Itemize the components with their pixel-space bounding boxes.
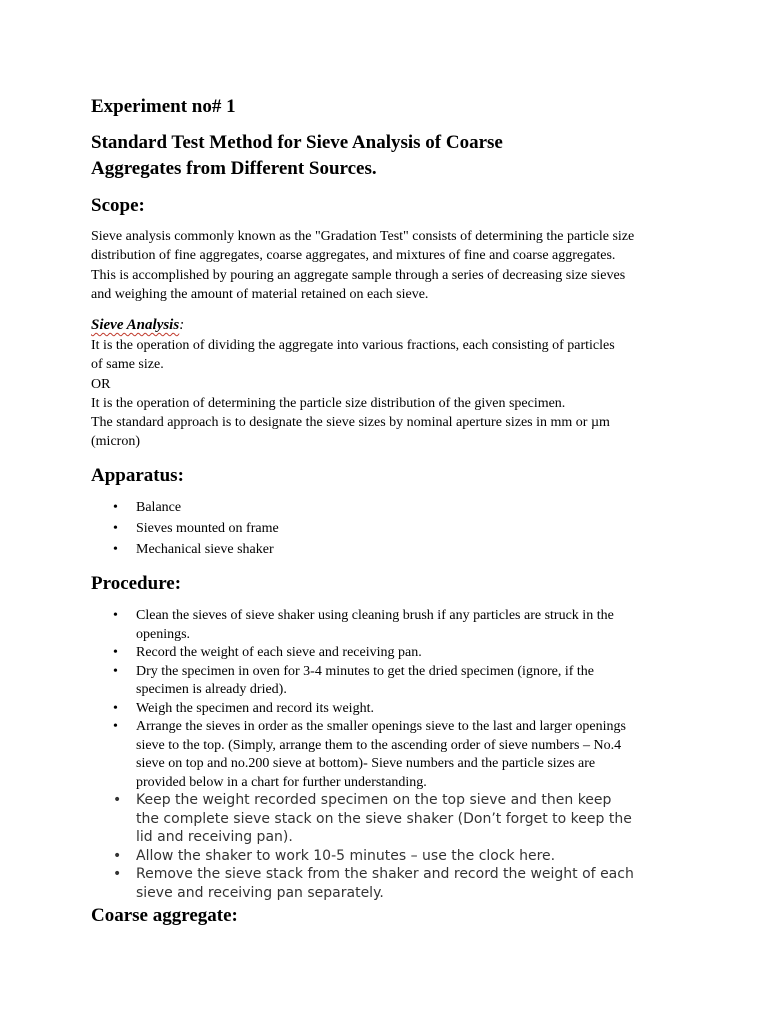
list-item: • Dry the specimen in oven for 3-4 minutes to get the dried specimen (ignore, if the specimen is already dried). xyxy=(113,663,626,700)
scope-line: This is accomplished by pouring an aggregate sample through a series of decreasing size sieves xyxy=(91,267,626,283)
list-item: • Balance xyxy=(113,499,279,518)
list-item: • Mechanical sieve shaker xyxy=(113,541,279,560)
sieve-analysis-colon: : xyxy=(179,317,185,333)
scope-heading: Scope: xyxy=(91,195,145,216)
procedure-heading: Procedure: xyxy=(91,573,182,594)
list-item: • Arrange the sieves in order as the smaller openings sieve to the last and larger openings sieve to the top. (Simply, arrange them to the ascending order of sieve numbers – No.4 sieve on top and no.200 sieve at bottom)- Sieve numbers and the particle sizes are provided below in a chart for further understanding. xyxy=(113,718,626,792)
title-line-1: Standard Test Method for Sieve Analysis of Coarse xyxy=(91,132,503,153)
title-line-2: Aggregates from Different Sources. xyxy=(91,158,377,179)
apparatus-heading: Apparatus: xyxy=(91,465,184,486)
sieve-analysis-line: It is the operation of determining the particle size distribution of the given specimen. xyxy=(91,395,566,411)
procedure-list-continued xyxy=(113,791,634,902)
list-item: • Weigh the specimen and record its weight. xyxy=(113,700,626,719)
sieve-analysis-line: The standard approach is to designate the sieve sizes by nominal aperture sizes in mm or µm xyxy=(91,415,610,431)
list-item: • Sieves mounted on frame xyxy=(113,520,279,539)
scope-line: Sieve analysis commonly known as the "Gradation Test" consists of determining the particle size xyxy=(91,229,635,244)
scope-paragraph xyxy=(91,227,681,304)
sieve-analysis-subheading xyxy=(91,315,184,335)
list-item: • Remove the sieve stack from the shaker and record the weight of each sieve and receiving pan separately. xyxy=(113,865,634,902)
coarse-aggregate-heading: Coarse aggregate: xyxy=(91,905,238,926)
list-item: • Record the weight of each sieve and receiving pan. xyxy=(113,644,626,663)
experiment-number: Experiment no# 1 xyxy=(91,96,236,117)
sieve-analysis-term: Sieve Analysis xyxy=(91,317,180,333)
sieve-analysis-line: (micron) xyxy=(91,434,140,450)
sieve-analysis-paragraph xyxy=(91,336,681,452)
sieve-analysis-line: of same size. xyxy=(91,357,164,373)
list-item: • Keep the weight recorded specimen on the top sieve and then keep the complete sieve stack on the sieve shaker (Don’t forget to keep the lid and receiving pan). xyxy=(113,791,634,847)
procedure-list xyxy=(113,607,626,792)
list-item: • Allow the shaker to work 10-5 minutes – use the clock here. xyxy=(113,847,634,866)
scope-line: and weighing the amount of material retained on each sieve. xyxy=(91,286,429,302)
sieve-analysis-line: It is the operation of dividing the aggregate into various fractions, each consisting of particles xyxy=(91,338,615,353)
apparatus-list xyxy=(113,499,279,560)
sieve-analysis-line: OR xyxy=(91,376,111,392)
list-item: • Clean the sieves of sieve shaker using cleaning brush if any particles are struck in the openings. xyxy=(113,607,626,644)
scope-line: distribution of fine aggregates, coarse aggregates, and mixtures of fine and coarse aggregates. xyxy=(91,248,616,264)
